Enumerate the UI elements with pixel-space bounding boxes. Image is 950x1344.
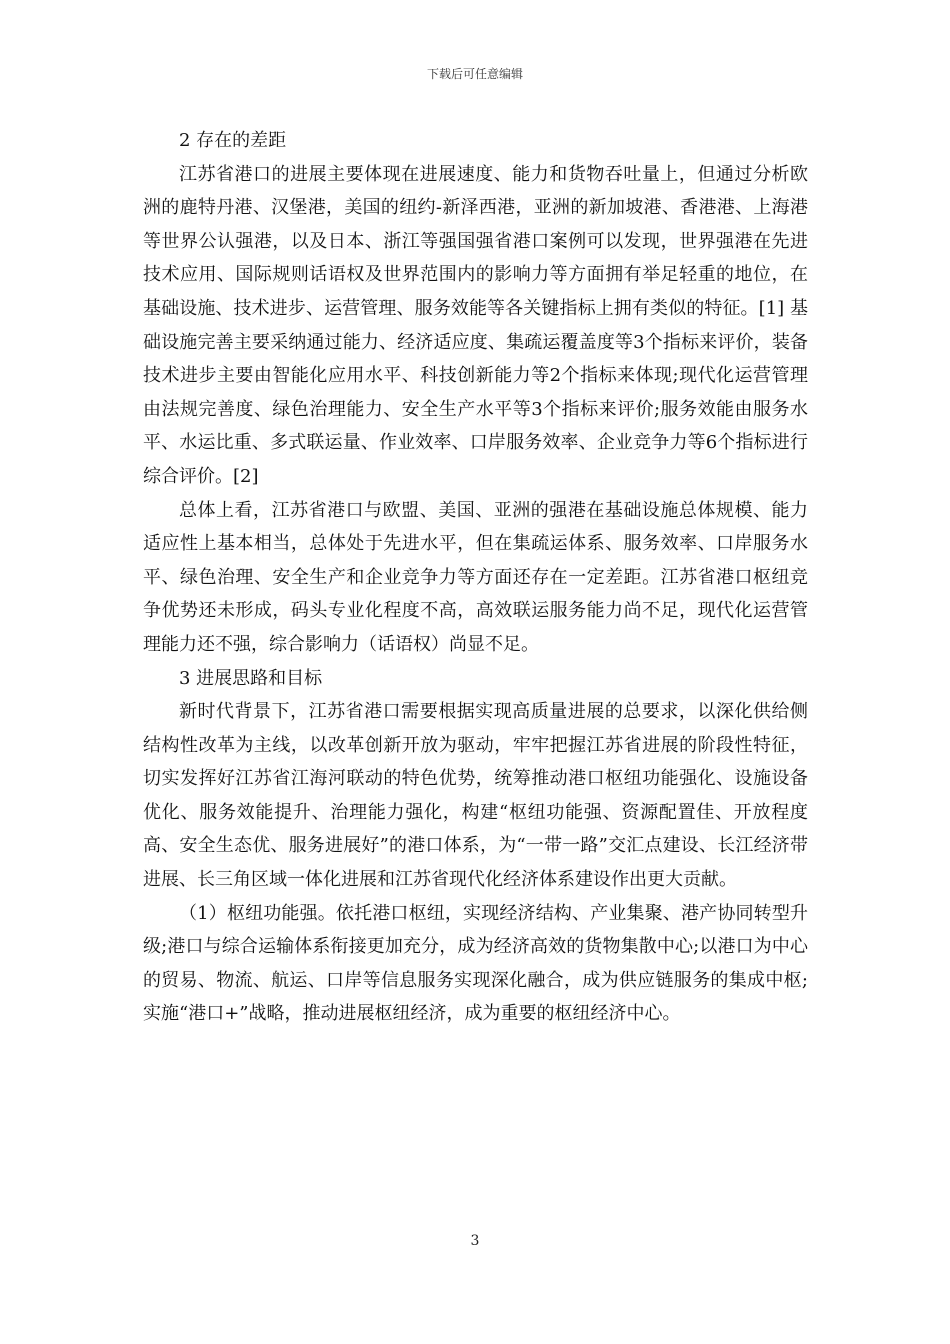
paragraph-goals-background: 新时代背景下，江苏省港口需要根据实现高质量进展的总要求，以深化供给侧结构性改革为主线，以改革创新开放为驱动，牢牢把握江苏省进展的阶段性特征，切实发挥好江苏省江海河联动的特色优势，统筹推动港口枢纽功能强化、设施设备优化、服务效能提升、治理能力强化，构建“枢纽功能强、资源配置佳、开放程度高、安全生态优、服务进展好”的港口体系，为“一带一路”交汇点建设、长江经济带进展、长三角区域一体化进展和江苏省现代化经济体系建设作出更大贡献。 bbox=[143, 701, 808, 891]
section-heading-goals: 3 进展思路和目标 bbox=[179, 667, 323, 689]
document-body bbox=[143, 124, 808, 1031]
section-heading-gap: 2 存在的差距 bbox=[179, 130, 287, 151]
paragraph-gap-analysis: 江苏省港口的进展主要体现在进展速度、能力和货物吞吐量上，但通过分析欧洲的鹿特丹港、汉堡港，美国的纽约-新泽西港，亚洲的新加坡港、香港港、上海港等世界公认强港，以及日本、浙江等强国强省港口案例可以发现，世界强港在先进技术应用、国际规则话语权及世界范围内的影响力等方面拥有举足轻重的地位，在基础设施、技术进步、运营管理、服务效能等各关键指标上拥有类似的特征。[1] 基础设施完善主要采纳通过能力、经济适应度、集疏运覆盖度等3个指标来评价，装备技术进步主要由智能化应用水平、科技创新能力等2个指标来体现;现代化运营管理由法规完善度、绿色治理能力、安全生产水平等3个指标来评价;服务效能由服务水平、水运比重、多式联运量、作业效率、口岸服务效率、企业竞争力等6个指标进行综合评价。[2] bbox=[143, 163, 808, 487]
paragraph-hub-function: （1）枢纽功能强。依托港口枢纽，实现经济结构、产业集聚、港产协同转型升级;港口与综合运输体系衔接更加充分，成为经济高效的货物集散中心;以港口为中心的贸易、物流、航运、口岸等信息服务实现深化融合，成为供应链服务的集成中枢;实施“港口+”战略，推动进展枢纽经济，成为重要的枢纽经济中心。 bbox=[143, 902, 809, 1025]
page-header: 下载后可任意编辑 bbox=[426, 67, 523, 81]
paragraph-gap-summary: 总体上看，江苏省港口与欧盟、美国、亚洲的强港在基础设施总体规模、能力适应性上基本相当，总体处于先进水平，但在集疏运体系、服务效率、口岸服务水平、绿色治理、安全生产和企业竞争力等方面还存在一定差距。江苏省港口枢纽竞争优势还未形成，码头专业化程度不高，高效联运服务能力尚不足，现代化运营管理能力还不强，综合影响力（话语权）尚显不足。 bbox=[143, 499, 808, 655]
page-number: 3 bbox=[470, 1233, 480, 1249]
